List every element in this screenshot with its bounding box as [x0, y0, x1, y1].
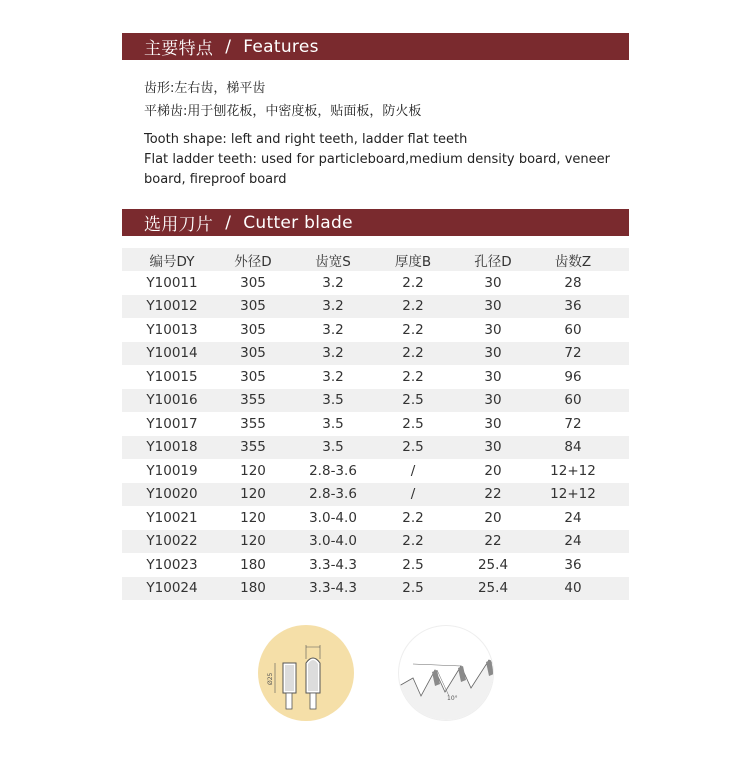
cutter-title-cn: 选用刀片 — [144, 215, 214, 235]
table-cell: 30 — [484, 298, 502, 315]
feature-line-en: Tooth shape: left and right teeth, ladder flat teeth — [144, 132, 468, 147]
table-cell: 25.4 — [477, 556, 509, 573]
table-cell: 3.2 — [322, 321, 344, 338]
column-header: 齿数Z — [554, 253, 592, 270]
tooth-section-drawing — [258, 625, 354, 721]
table-cell: 20 — [484, 462, 502, 479]
column-header: 编号DY — [149, 253, 195, 270]
table-cell: 120 — [240, 509, 266, 526]
table-cell: 355 — [240, 415, 266, 432]
table-cell: 2.2 — [402, 533, 424, 550]
table-cell: 180 — [240, 580, 266, 597]
angle-label: 10° — [447, 695, 458, 702]
table-cell: Y10017 — [146, 415, 198, 432]
table-row — [122, 530, 629, 554]
table-cell: Y10012 — [146, 298, 198, 315]
table-cell: 355 — [240, 439, 266, 456]
table-row — [122, 577, 629, 601]
table-cell: 30 — [484, 392, 502, 409]
diameter-label: Ø25 — [267, 672, 274, 685]
table-row — [122, 506, 629, 530]
table-cell: Y10019 — [146, 462, 198, 479]
table-cell: 2.2 — [402, 368, 424, 385]
table-cell: 2.2 — [402, 298, 424, 315]
table-cell: 305 — [240, 345, 266, 362]
table-cell: 355 — [240, 392, 266, 409]
table-cell: 84 — [564, 439, 582, 456]
table-cell: 22 — [484, 486, 502, 503]
table-cell: 2.8-3.6 — [309, 462, 357, 479]
table-row — [122, 295, 629, 319]
column-header: 厚度B — [394, 253, 432, 270]
column-header: 齿宽S — [315, 253, 351, 270]
table-cell: 30 — [484, 321, 502, 338]
table-cell: 2.8-3.6 — [309, 486, 357, 503]
table-cell: Y10024 — [146, 580, 198, 597]
table-cell: 3.5 — [322, 415, 344, 432]
table-cell: 3.0-4.0 — [309, 509, 357, 526]
table-cell: 28 — [564, 274, 582, 291]
table-row — [122, 459, 629, 483]
table-cell: 25.4 — [477, 580, 509, 597]
features-title-cn: 主要特点 — [144, 39, 214, 59]
table-cell: 12+12 — [550, 486, 596, 503]
table-cell: Y10016 — [146, 392, 198, 409]
cutter-blade-header — [122, 209, 629, 236]
table-cell: 2.5 — [402, 439, 424, 456]
table-cell: 22 — [484, 533, 502, 550]
table-cell: 30 — [484, 439, 502, 456]
table-cell: 305 — [240, 298, 266, 315]
table-cell: 30 — [484, 415, 502, 432]
table-cell: 2.2 — [402, 345, 424, 362]
table-cell: 30 — [484, 274, 502, 291]
table-cell: / — [410, 486, 416, 503]
features-en-text — [144, 130, 610, 190]
table-cell: 120 — [240, 486, 266, 503]
table-cell: Y10013 — [146, 321, 198, 338]
table-cell: 24 — [564, 509, 582, 526]
table-cell: 40 — [564, 580, 582, 597]
table-cell: 3.2 — [322, 368, 344, 385]
table-cell: 20 — [484, 509, 502, 526]
table-cell: 305 — [240, 274, 266, 291]
table-row — [122, 553, 629, 577]
table-cell: 3.3-4.3 — [309, 580, 357, 597]
saw-teeth-diagram — [398, 625, 494, 721]
title-separator: / — [225, 212, 232, 233]
feature-line-en: Flat ladder teeth: used for particleboard,medium density board, veneer board, fireproof board — [144, 152, 610, 187]
tooth-section-diagram — [258, 625, 354, 721]
table-cell: 3.0-4.0 — [309, 533, 357, 550]
table-header-row — [122, 248, 629, 271]
table-cell: 72 — [564, 415, 582, 432]
table-cell: 120 — [240, 533, 266, 550]
table-cell: 3.5 — [322, 392, 344, 409]
table-cell: 36 — [564, 298, 582, 315]
feature-line-cn: 平梯齿:用于刨花板，中密度板，贴面板，防火板 — [144, 104, 422, 119]
table-cell: 3.2 — [322, 274, 344, 291]
table-cell: 3.3-4.3 — [309, 556, 357, 573]
table-cell: 3.5 — [322, 439, 344, 456]
table-cell: 2.2 — [402, 321, 424, 338]
feature-line-cn: 齿形:左右齿，梯平齿 — [144, 81, 266, 96]
column-header: 孔径D — [474, 253, 512, 270]
table-row — [122, 412, 629, 436]
table-row — [122, 271, 629, 295]
table-cell: 2.2 — [402, 274, 424, 291]
table-cell: Y10018 — [146, 439, 198, 456]
title-separator: / — [225, 36, 232, 57]
table-cell: Y10022 — [146, 533, 198, 550]
table-cell: 36 — [564, 556, 582, 573]
table-cell: 96 — [564, 368, 582, 385]
table-cell: 2.5 — [402, 415, 424, 432]
table-cell: Y10023 — [146, 556, 198, 573]
spec-table — [122, 248, 629, 600]
cutter-title-en: Cutter blade — [243, 212, 353, 233]
table-cell: 2.5 — [402, 392, 424, 409]
table-cell: 3.2 — [322, 298, 344, 315]
table-row — [122, 342, 629, 366]
table-cell: 3.2 — [322, 345, 344, 362]
table-cell: 2.5 — [402, 556, 424, 573]
table-row — [122, 365, 629, 389]
table-cell: Y10011 — [146, 274, 198, 291]
table-cell: 72 — [564, 345, 582, 362]
table-cell: / — [410, 462, 416, 479]
table-cell: 180 — [240, 556, 266, 573]
table-cell: 2.5 — [402, 580, 424, 597]
table-cell: Y10021 — [146, 509, 198, 526]
table-cell: 305 — [240, 368, 266, 385]
features-header — [122, 33, 629, 60]
table-cell: Y10014 — [146, 345, 198, 362]
table-row — [122, 389, 629, 413]
features-title-en: Features — [243, 36, 319, 57]
table-cell: 12+12 — [550, 462, 596, 479]
column-header: 外径D — [234, 253, 272, 270]
table-row — [122, 483, 629, 507]
features-cn-text — [144, 79, 610, 122]
table-row — [122, 436, 629, 460]
table-cell: 30 — [484, 345, 502, 362]
table-cell: 305 — [240, 321, 266, 338]
table-cell: 60 — [564, 321, 582, 338]
table-cell: 30 — [484, 368, 502, 385]
table-cell: Y10015 — [146, 368, 198, 385]
table-row — [122, 318, 629, 342]
table-cell: 24 — [564, 533, 582, 550]
table-cell: 120 — [240, 462, 266, 479]
table-cell: Y10020 — [146, 486, 198, 503]
table-cell: 2.2 — [402, 509, 424, 526]
table-cell: 60 — [564, 392, 582, 409]
saw-teeth-drawing — [399, 626, 494, 721]
